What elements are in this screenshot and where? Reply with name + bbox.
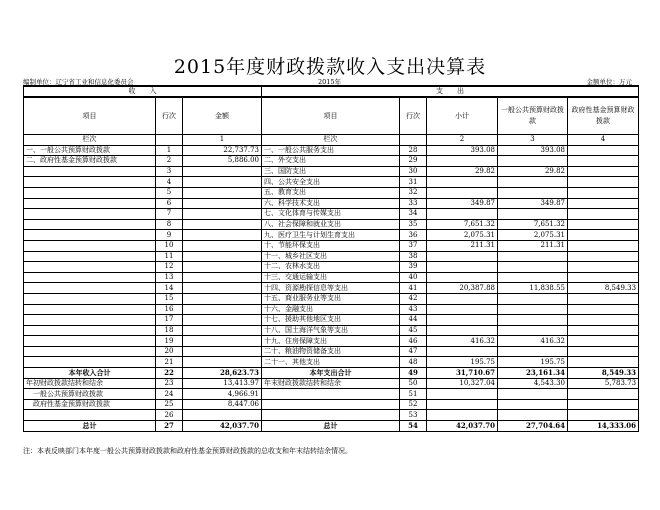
- cell-income-line: 12: [156, 262, 183, 273]
- cell-general-budget: 195.75: [498, 357, 568, 368]
- cell-income-amount: [183, 251, 262, 262]
- cell-expense-item: 十九、住房保障支出: [262, 336, 400, 347]
- cell-income-item: [24, 325, 156, 336]
- cell-income-amount: 42,037.70: [183, 421, 262, 432]
- cell-expense-line: 36: [400, 230, 427, 241]
- header-income-line: 行次: [156, 97, 183, 135]
- cell-income-amount: [183, 219, 262, 230]
- cell-expense-item: 九、医疗卫生与计划生育支出: [262, 230, 400, 241]
- cell-income-item: [24, 187, 156, 198]
- cell-expense-item: [262, 389, 400, 400]
- report-title: 2015年度财政拨款收入支出决算表: [173, 56, 487, 78]
- cell-income-amount: 4,966.91: [183, 389, 262, 400]
- cell-income-amount: [183, 293, 262, 304]
- cell-expense-item: 二、外交支出: [262, 156, 400, 167]
- cell-expense-line: 40: [400, 272, 427, 283]
- cell-expense-line: 54: [400, 421, 427, 432]
- cell-income-amount: 28,623.73: [183, 368, 262, 379]
- col-num-3: 3: [498, 135, 568, 146]
- cell-fund-budget: [568, 156, 639, 167]
- cell-income-amount: [183, 187, 262, 198]
- cell-subtotal: [427, 399, 498, 410]
- cell-general-budget: 29.82: [498, 166, 568, 177]
- table-row: [24, 209, 639, 220]
- cell-income-line: 14: [156, 283, 183, 294]
- cell-income-amount: [183, 198, 262, 209]
- cell-subtotal: [427, 251, 498, 262]
- budget-table: [23, 85, 639, 432]
- cell-expense-item: 六、科学技术支出: [262, 198, 400, 209]
- cell-expense-line: 44: [400, 315, 427, 326]
- cell-expense-line: 39: [400, 262, 427, 273]
- cell-general-budget: [498, 209, 568, 220]
- cell-expense-item: 二十、粮油物资储备支出: [262, 346, 400, 357]
- cell-income-item: [24, 293, 156, 304]
- cell-fund-budget: 5,783.73: [568, 378, 639, 389]
- cell-expense-line: 32: [400, 187, 427, 198]
- header-subtotal: 小计: [427, 97, 498, 135]
- cell-fund-budget: 8,549.33: [568, 283, 639, 294]
- cell-income-item: [24, 177, 156, 188]
- cell-expense-item: 十七、援助其他地区支出: [262, 315, 400, 326]
- cell-fund-budget: [568, 230, 639, 241]
- cell-income-item: 二、政府性基金预算财政拨款: [24, 156, 156, 167]
- cell-income-line: 5: [156, 187, 183, 198]
- currency-unit: 金额单位：万元: [586, 78, 632, 86]
- cell-general-budget: [498, 187, 568, 198]
- cell-income-line: 11: [156, 251, 183, 262]
- table-row: [24, 336, 639, 347]
- cell-general-budget: 11,838.55: [498, 283, 568, 294]
- cell-income-amount: 8,447.06: [183, 399, 262, 410]
- cell-income-amount: [183, 304, 262, 315]
- cell-fund-budget: [568, 177, 639, 188]
- cell-general-budget: 211.31: [498, 240, 568, 251]
- compiling-unit: 编制单位：辽宁省工业和信息化委员会: [23, 78, 134, 86]
- cell-fund-budget: [568, 346, 639, 357]
- cell-income-amount: [183, 410, 262, 421]
- cell-subtotal: 20,387.88: [427, 283, 498, 294]
- cell-fund-budget: [568, 198, 639, 209]
- table-row: [24, 325, 639, 336]
- cell-income-line: 10: [156, 240, 183, 251]
- cell-income-amount: [183, 209, 262, 220]
- col-num-4: 4: [568, 135, 639, 146]
- cell-subtotal: [427, 304, 498, 315]
- cell-general-budget: [498, 399, 568, 410]
- cell-income-item: [24, 336, 156, 347]
- cell-expense-line: 52: [400, 399, 427, 410]
- cell-income-line: 17: [156, 315, 183, 326]
- cell-general-budget: [498, 315, 568, 326]
- cell-income-item: [24, 230, 156, 241]
- cell-subtotal: 211.31: [427, 240, 498, 251]
- cell-expense-line: 43: [400, 304, 427, 315]
- cell-expense-line: 37: [400, 240, 427, 251]
- cell-income-line: 16: [156, 304, 183, 315]
- section-header-row: [24, 86, 639, 97]
- cell-expense-item: 本年支出合计: [262, 368, 400, 379]
- cell-income-item: 一般公共预算财政拨款: [24, 389, 156, 400]
- cell-expense-item: 十三、交通运输支出: [262, 272, 400, 283]
- table-row: [24, 156, 639, 167]
- cell-fund-budget: [568, 389, 639, 400]
- cell-income-line: 6: [156, 198, 183, 209]
- cell-subtotal: 195.75: [427, 357, 498, 368]
- cell-fund-budget: 8,549.33: [568, 368, 639, 379]
- cell-income-line: 9: [156, 230, 183, 241]
- cell-income-item: [24, 219, 156, 230]
- cell-income-item: [24, 166, 156, 177]
- cell-income-amount: [183, 166, 262, 177]
- cell-income-line: 24: [156, 389, 183, 400]
- cell-general-budget: [498, 325, 568, 336]
- cell-income-item: [24, 198, 156, 209]
- col-label-income: 栏次: [24, 135, 156, 146]
- cell-subtotal: 29.82: [427, 166, 498, 177]
- cell-expense-item: 年末财政拨款结转和结余: [262, 378, 400, 389]
- cell-income-item: [24, 304, 156, 315]
- cell-income-amount: 5,886.00: [183, 156, 262, 167]
- cell-fund-budget: [568, 145, 639, 156]
- cell-income-amount: [183, 315, 262, 326]
- cell-fund-budget: [568, 304, 639, 315]
- cell-expense-item: 五、教育支出: [262, 187, 400, 198]
- cell-expense-item: 七、文化体育与传媒支出: [262, 209, 400, 220]
- cell-expense-line: 33: [400, 198, 427, 209]
- cell-fund-budget: [568, 251, 639, 262]
- cell-expense-line: 35: [400, 219, 427, 230]
- table-row: [24, 283, 639, 294]
- cell-income-item: 本年收入合计: [24, 368, 156, 379]
- cell-income-line: 15: [156, 293, 183, 304]
- cell-income-line: 7: [156, 209, 183, 220]
- table-row: [24, 262, 639, 273]
- cell-expense-item: 三、国防支出: [262, 166, 400, 177]
- cell-fund-budget: [568, 357, 639, 368]
- table-row: [24, 219, 639, 230]
- cell-subtotal: [427, 272, 498, 283]
- cell-income-item: [24, 272, 156, 283]
- cell-income-amount: [183, 346, 262, 357]
- cell-income-line: 21: [156, 357, 183, 368]
- cell-income-amount: [183, 272, 262, 283]
- cell-fund-budget: [568, 399, 639, 410]
- cell-income-item: [24, 251, 156, 262]
- cell-expense-line: 38: [400, 251, 427, 262]
- cell-expense-line: 30: [400, 166, 427, 177]
- table-row: [24, 240, 639, 251]
- cell-expense-item: 八、社会保障和就业支出: [262, 219, 400, 230]
- header-income-amount: 金额: [183, 97, 262, 135]
- col-num-2: 2: [427, 135, 498, 146]
- cell-expense-line: 42: [400, 293, 427, 304]
- cell-income-line: 8: [156, 219, 183, 230]
- cell-general-budget: 393.08: [498, 145, 568, 156]
- col-label-expense: 栏次: [262, 135, 400, 146]
- cell-income-item: [24, 346, 156, 357]
- cell-expense-item: 四、公共安全支出: [262, 177, 400, 188]
- cell-income-line: 3: [156, 166, 183, 177]
- cell-general-budget: [498, 262, 568, 273]
- carryover-row: [24, 399, 639, 410]
- cell-fund-budget: [568, 262, 639, 273]
- table-row: [24, 304, 639, 315]
- cell-general-budget: [498, 156, 568, 167]
- table-row: [24, 315, 639, 326]
- header-fund-budget: 政府性基金预算财政拨款: [568, 97, 639, 135]
- table-row: [24, 230, 639, 241]
- cell-income-amount: [183, 230, 262, 241]
- cell-subtotal: [427, 346, 498, 357]
- carryover-row: [24, 410, 639, 421]
- expense-section-label: 支 出: [262, 86, 639, 97]
- cell-income-line: 19: [156, 336, 183, 347]
- cell-income-item: 政府性基金预算财政拨款: [24, 399, 156, 410]
- cell-general-budget: [498, 177, 568, 188]
- cell-fund-budget: [568, 325, 639, 336]
- cell-income-line: 20: [156, 346, 183, 357]
- cell-expense-line: 51: [400, 389, 427, 400]
- cell-fund-budget: [568, 166, 639, 177]
- cell-income-amount: [183, 240, 262, 251]
- cell-income-line: 1: [156, 145, 183, 156]
- cell-income-line: 26: [156, 410, 183, 421]
- cell-subtotal: 31,710.67: [427, 368, 498, 379]
- column-number-row: [24, 135, 639, 146]
- cell-fund-budget: [568, 187, 639, 198]
- cell-general-budget: [498, 304, 568, 315]
- cell-income-item: [24, 410, 156, 421]
- cell-subtotal: [427, 410, 498, 421]
- table-row: [24, 145, 639, 156]
- cell-income-line: 23: [156, 378, 183, 389]
- header-expense-item: 项目: [262, 97, 400, 135]
- cell-income-item: 总计: [24, 421, 156, 432]
- cell-subtotal: 10,327.04: [427, 378, 498, 389]
- cell-income-line: 13: [156, 272, 183, 283]
- cell-expense-line: 28: [400, 145, 427, 156]
- cell-general-budget: [498, 251, 568, 262]
- cell-income-amount: [183, 325, 262, 336]
- cell-subtotal: [427, 315, 498, 326]
- cell-general-budget: [498, 389, 568, 400]
- table-row: [24, 166, 639, 177]
- cell-subtotal: [427, 293, 498, 304]
- cell-fund-budget: [568, 209, 639, 220]
- cell-expense-line: 34: [400, 209, 427, 220]
- year-total-row: [24, 368, 639, 379]
- table-row: [24, 198, 639, 209]
- cell-expense-item: 十四、资源勘探信息等支出: [262, 283, 400, 294]
- cell-expense-line: 46: [400, 336, 427, 347]
- cell-expense-item: 十、节能环保支出: [262, 240, 400, 251]
- grand-total-row: [24, 421, 639, 432]
- carryover-row: [24, 378, 639, 389]
- column-header-row: [24, 97, 639, 135]
- col-num-1: 1: [183, 135, 262, 146]
- cell-fund-budget: 14,333.06: [568, 421, 639, 432]
- cell-fund-budget: [568, 315, 639, 326]
- cell-general-budget: 7,651.32: [498, 219, 568, 230]
- cell-expense-line: 31: [400, 177, 427, 188]
- table-row: [24, 346, 639, 357]
- cell-expense-item: 十六、金融支出: [262, 304, 400, 315]
- cell-fund-budget: [568, 293, 639, 304]
- cell-income-item: [24, 283, 156, 294]
- cell-income-item: [24, 315, 156, 326]
- table-row: [24, 293, 639, 304]
- cell-fund-budget: [568, 336, 639, 347]
- income-section-label: 收 入: [24, 86, 262, 97]
- cell-expense-line: 47: [400, 346, 427, 357]
- cell-subtotal: [427, 177, 498, 188]
- cell-subtotal: [427, 262, 498, 273]
- cell-subtotal: [427, 325, 498, 336]
- cell-income-item: 年初财政拨款结转和结余: [24, 378, 156, 389]
- cell-expense-line: 48: [400, 357, 427, 368]
- cell-subtotal: 416.32: [427, 336, 498, 347]
- cell-fund-budget: [568, 240, 639, 251]
- cell-income-item: [24, 262, 156, 273]
- cell-expense-item: 二十一、其他支出: [262, 357, 400, 368]
- cell-subtotal: [427, 209, 498, 220]
- cell-expense-item: 十五、商业服务业等支出: [262, 293, 400, 304]
- cell-subtotal: [427, 156, 498, 167]
- table-row: [24, 251, 639, 262]
- cell-fund-budget: [568, 272, 639, 283]
- cell-expense-line: 45: [400, 325, 427, 336]
- cell-subtotal: 2,075.31: [427, 230, 498, 241]
- cell-income-item: 一、一般公共预算财政拨款: [24, 145, 156, 156]
- cell-income-line: 22: [156, 368, 183, 379]
- cell-general-budget: 23,161.34: [498, 368, 568, 379]
- table-row: [24, 187, 639, 198]
- cell-expense-item: [262, 410, 400, 421]
- table-row: [24, 357, 639, 368]
- cell-subtotal: [427, 187, 498, 198]
- header-expense-line: 行次: [400, 97, 427, 135]
- cell-income-amount: [183, 357, 262, 368]
- cell-income-amount: 13,413.97: [183, 378, 262, 389]
- cell-fund-budget: [568, 219, 639, 230]
- cell-subtotal: 393.08: [427, 145, 498, 156]
- cell-expense-item: 十一、城乡社区支出: [262, 251, 400, 262]
- cell-income-amount: [183, 262, 262, 273]
- cell-subtotal: 349.87: [427, 198, 498, 209]
- cell-general-budget: 349.87: [498, 198, 568, 209]
- cell-income-amount: [183, 336, 262, 347]
- cell-expense-line: 29: [400, 156, 427, 167]
- cell-fund-budget: [568, 410, 639, 421]
- cell-expense-item: 十八、国土海洋气象等支出: [262, 325, 400, 336]
- cell-general-budget: [498, 346, 568, 357]
- cell-subtotal: 7,651.32: [427, 219, 498, 230]
- cell-general-budget: [498, 293, 568, 304]
- cell-income-amount: [183, 177, 262, 188]
- cell-subtotal: 42,037.70: [427, 421, 498, 432]
- cell-income-line: 2: [156, 156, 183, 167]
- cell-income-item: [24, 209, 156, 220]
- cell-expense-item: 总计: [262, 421, 400, 432]
- col-blank: [400, 135, 427, 146]
- col-blank: [156, 135, 183, 146]
- cell-income-item: [24, 240, 156, 251]
- cell-general-budget: 416.32: [498, 336, 568, 347]
- carryover-row: [24, 389, 639, 400]
- cell-income-amount: [183, 283, 262, 294]
- header-income-item: 项目: [24, 97, 156, 135]
- cell-expense-line: 53: [400, 410, 427, 421]
- report-year: 2015年: [318, 78, 342, 86]
- cell-income-line: 18: [156, 325, 183, 336]
- cell-income-line: 27: [156, 421, 183, 432]
- cell-general-budget: 2,075.31: [498, 230, 568, 241]
- cell-income-amount: 22,737.73: [183, 145, 262, 156]
- cell-expense-line: 50: [400, 378, 427, 389]
- cell-general-budget: 27,704.64: [498, 421, 568, 432]
- cell-expense-item: 十二、农林水支出: [262, 262, 400, 273]
- cell-general-budget: 4,543.30: [498, 378, 568, 389]
- cell-general-budget: [498, 410, 568, 421]
- cell-subtotal: [427, 389, 498, 400]
- header-general-budget: 一般公共预算财政拨款: [498, 97, 568, 135]
- cell-expense-line: 41: [400, 283, 427, 294]
- cell-expense-line: 49: [400, 368, 427, 379]
- cell-expense-item: [262, 399, 400, 410]
- cell-income-line: 25: [156, 399, 183, 410]
- cell-income-item: [24, 357, 156, 368]
- table-row: [24, 177, 639, 188]
- table-row: [24, 272, 639, 283]
- footnote: 注：本表反映部门本年度一般公共预算财政拨款和政府性基金预算财政拨款的总收支和年末结转结余情况。: [23, 447, 352, 455]
- cell-income-line: 4: [156, 177, 183, 188]
- cell-expense-item: 一、一般公共服务支出: [262, 145, 400, 156]
- cell-general-budget: [498, 272, 568, 283]
